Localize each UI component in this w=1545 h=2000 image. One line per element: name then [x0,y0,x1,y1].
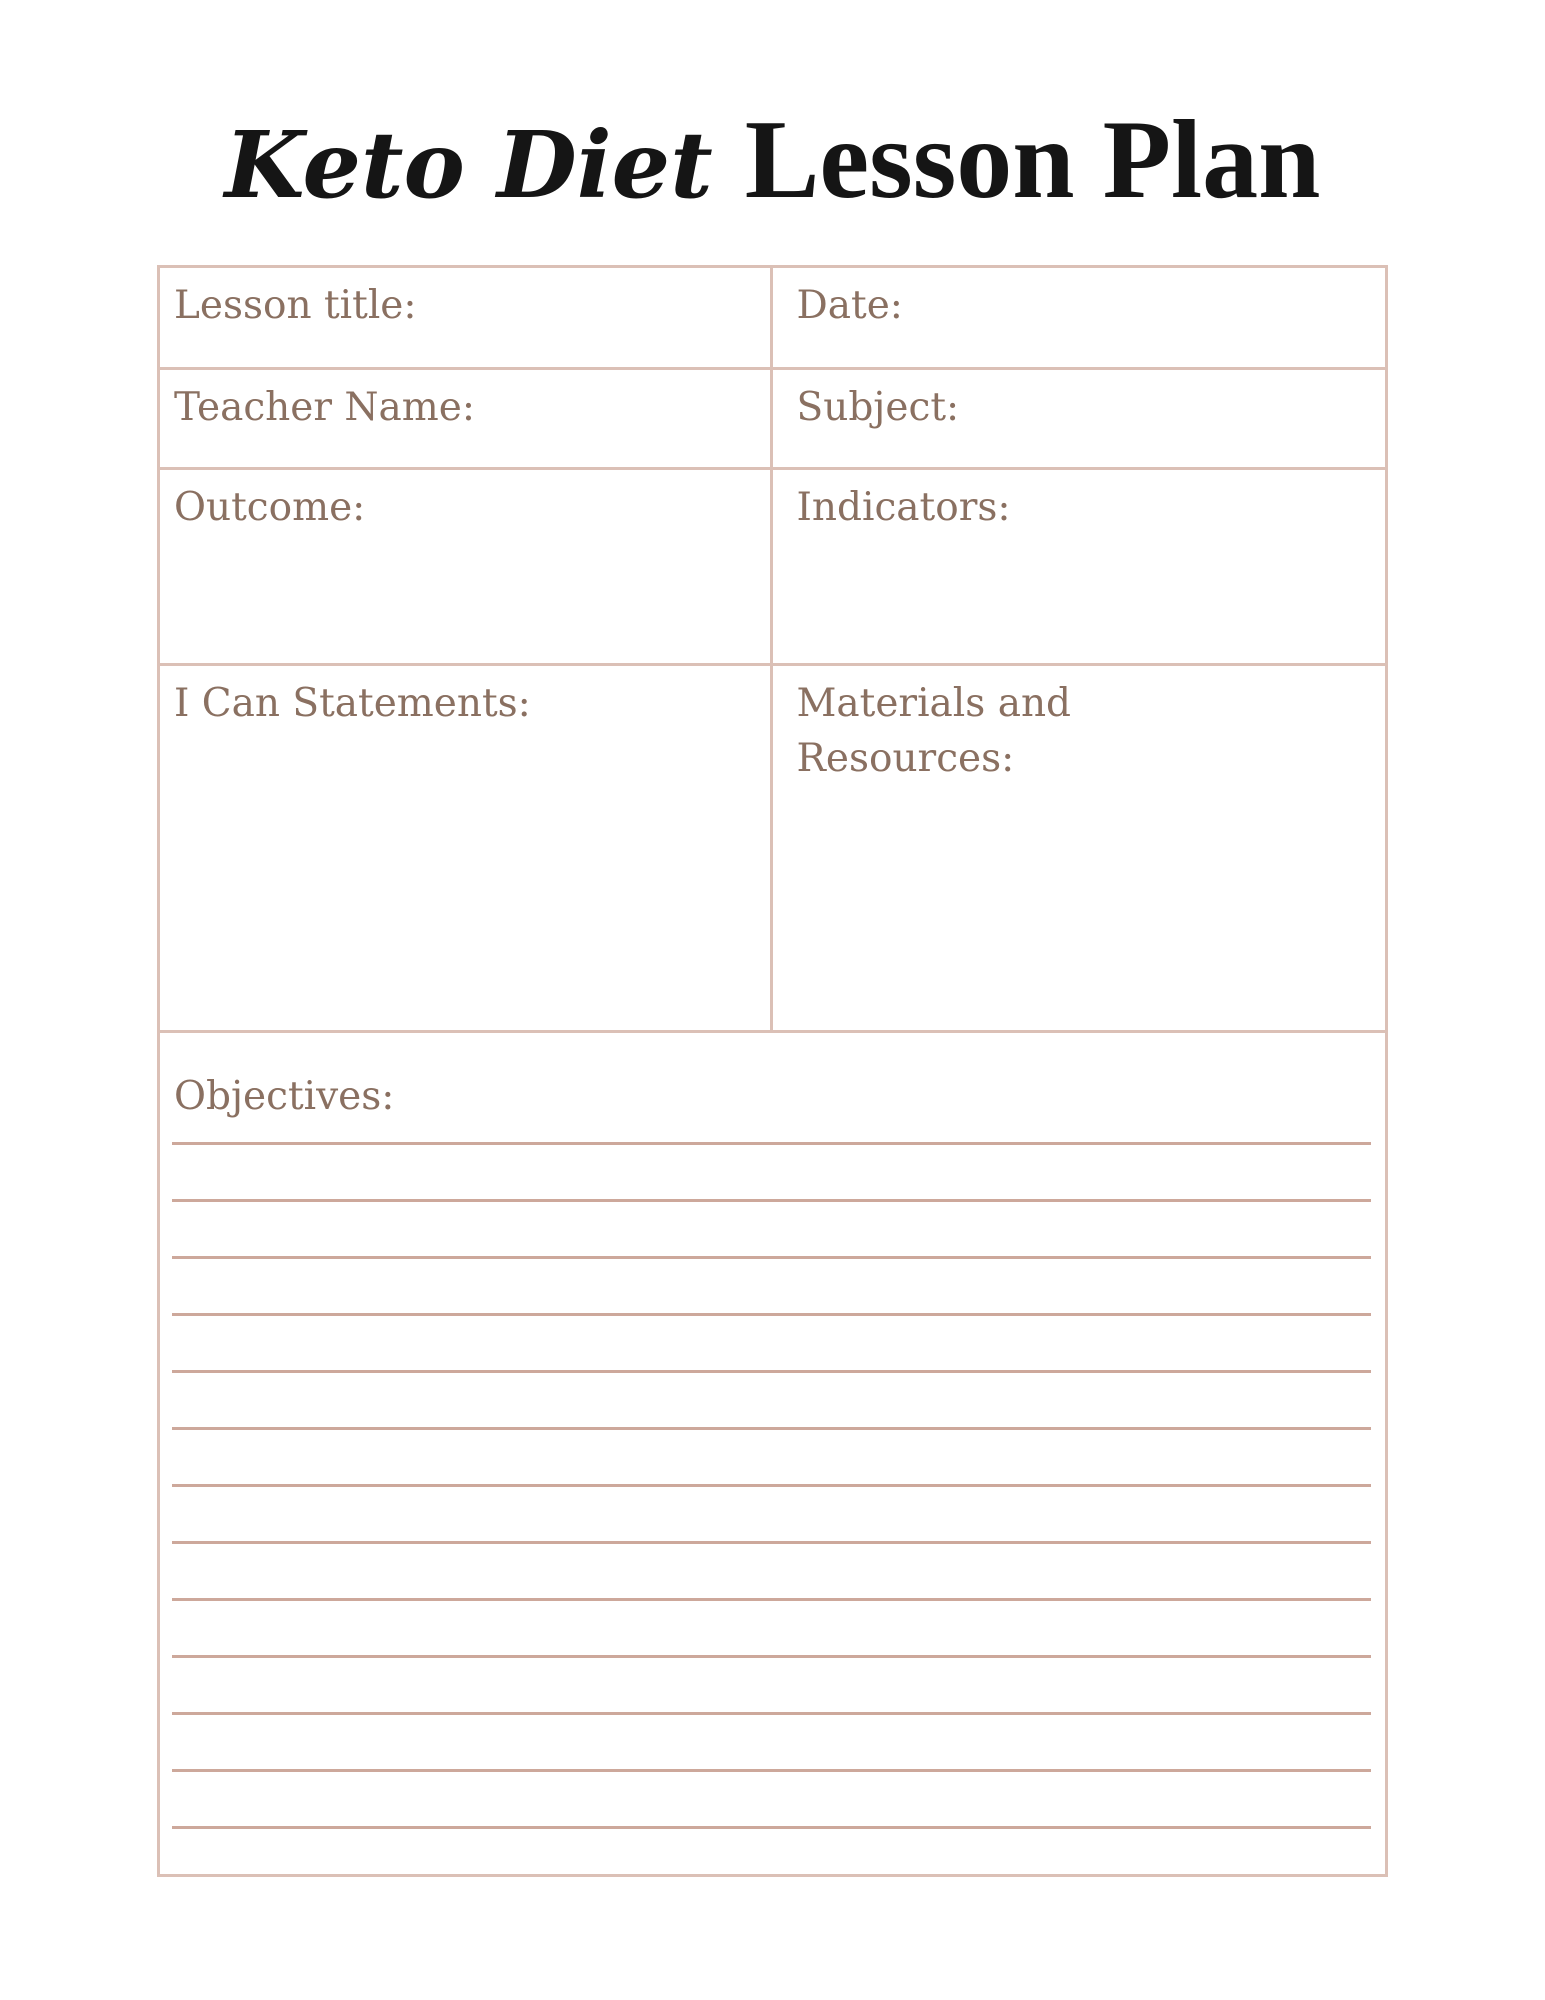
page-title [0,98,1545,222]
ruled-line [172,1484,1371,1487]
field-lesson-title-cell [160,268,773,370]
field-materials-resources-cell [773,666,1386,1033]
field-teacher-name-cell [160,370,773,470]
materials-resources-label: Materials and Resources: [796,681,1072,781]
field-subject-cell [773,370,1386,470]
date-label: Date: [796,283,903,328]
subject-label: Subject: [796,385,960,430]
title-lesson-plan: Lesson Plan [744,98,1321,222]
ruled-line [172,1769,1371,1772]
title-keto-diet: Keto Diet [224,111,713,219]
ruled-line [172,1655,1371,1658]
ruled-line [172,1142,1371,1145]
teacher-name-label: Teacher Name: [174,385,475,430]
objectives-section [160,1033,1385,1874]
ruled-line [172,1199,1371,1202]
ruled-line [172,1427,1371,1430]
objectives-ruled-lines [172,1142,1371,1883]
ruled-line [172,1370,1371,1373]
ruled-line [172,1598,1371,1601]
lesson-title-label: Lesson title: [174,283,417,328]
ruled-line [172,1826,1371,1829]
indicators-label: Indicators: [796,485,1011,530]
ruled-line [172,1313,1371,1316]
lesson-plan-table [157,265,1388,1877]
field-date-cell [773,268,1386,370]
field-i-can-statements-cell [160,666,773,1033]
field-outcome-cell [160,470,773,666]
objectives-label: Objectives: [174,1074,395,1119]
outcome-label: Outcome: [174,485,366,530]
ruled-line [172,1712,1371,1715]
ruled-line [172,1541,1371,1544]
i-can-statements-label: I Can Statements: [174,681,531,726]
ruled-line [172,1256,1371,1259]
field-indicators-cell [773,470,1386,666]
